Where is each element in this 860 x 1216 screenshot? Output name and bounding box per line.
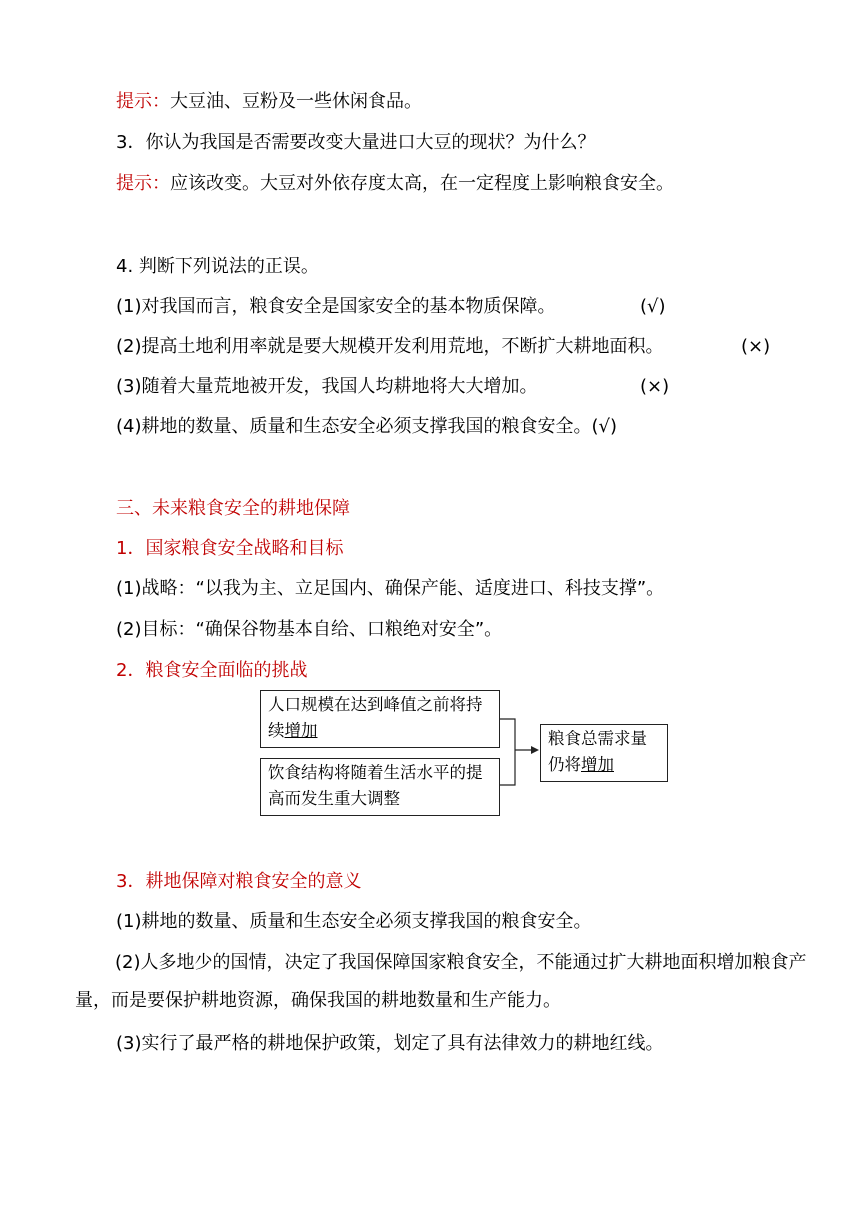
section-heading: 三、未来粮食安全的耕地保障 <box>116 498 350 519</box>
judge-item: (3)随着大量荒地被开发，我国人均耕地将大大增加。 <box>116 376 538 397</box>
subheading-2: 2．粮食安全面临的挑战 <box>116 660 308 681</box>
paragraph-2: (2)人多地少的国情，决定了我国保障国家粮食安全，不能通过扩大耕地面积增加粮食产量，而是要保护耕地资源，确保我国的耕地数量和生产能力。 <box>75 952 807 1011</box>
judge-item-text: (4)耕地的数量、质量和生态安全必须支撑我国的粮食安全。 <box>116 416 592 437</box>
subheading-1: 1．国家粮食安全战略和目标 <box>116 538 344 559</box>
judge-mark: (√) <box>591 416 618 437</box>
hint-label: 提示： <box>116 91 170 112</box>
box-text-underlined: 增加 <box>581 755 614 774</box>
judge-mark: (×) <box>640 376 670 397</box>
box-text: 粮食总需求量 <box>548 729 647 748</box>
judge-item: (2)提高土地利用率就是要大规模开发利用荒地，不断扩大耕地面积。 <box>116 336 664 357</box>
diagram-box-result <box>540 724 668 782</box>
box-text: 人口规模在达到峰值之前将持 <box>268 695 483 714</box>
box-text-underlined: 增加 <box>284 721 318 740</box>
diagram-box-diet <box>260 758 500 816</box>
judge-item <box>116 415 617 439</box>
diagram-box-population <box>260 690 500 748</box>
box-text: 高而发生重大调整 <box>268 789 400 808</box>
hint-label: 提示： <box>116 173 170 194</box>
judge-title: 4. 判断下列说法的正误。 <box>116 256 319 277</box>
hint-line-2 <box>116 172 674 196</box>
hint-line-1 <box>116 90 422 114</box>
strategy-line: (1)战略：“以我为主、立足国内、确保产能、适度进口、科技支撑”。 <box>116 578 665 599</box>
box-text: 饮食结构将随着生活水平的提 <box>268 763 483 782</box>
paragraph-3: (3)实行了最严格的耕地保护政策，划定了具有法律效力的耕地红线。 <box>116 1033 664 1054</box>
paragraph-1: (1)耕地的数量、质量和生态安全必须支撑我国的粮食安全。 <box>116 911 592 932</box>
box-text: 续 <box>268 721 285 740</box>
judge-mark: (√) <box>640 296 666 317</box>
box-text: 仍将 <box>548 755 581 774</box>
judge-mark: (×) <box>741 336 771 357</box>
subheading-3: 3．耕地保障对粮食安全的意义 <box>116 871 362 892</box>
hint-text: 应该改变。大豆对外依存度太高，在一定程度上影响粮食安全。 <box>170 173 674 194</box>
goal-line: (2)目标：“确保谷物基本自给、口粮绝对安全”。 <box>116 619 503 640</box>
hint-text: 大豆油、豆粉及一些休闲食品。 <box>170 91 422 112</box>
judge-item: (1)对我国而言，粮食安全是国家安全的基本物质保障。 <box>116 296 556 317</box>
question-3: 3．你认为我国是否需要改变大量进口大豆的现状？为什么？ <box>116 132 596 153</box>
